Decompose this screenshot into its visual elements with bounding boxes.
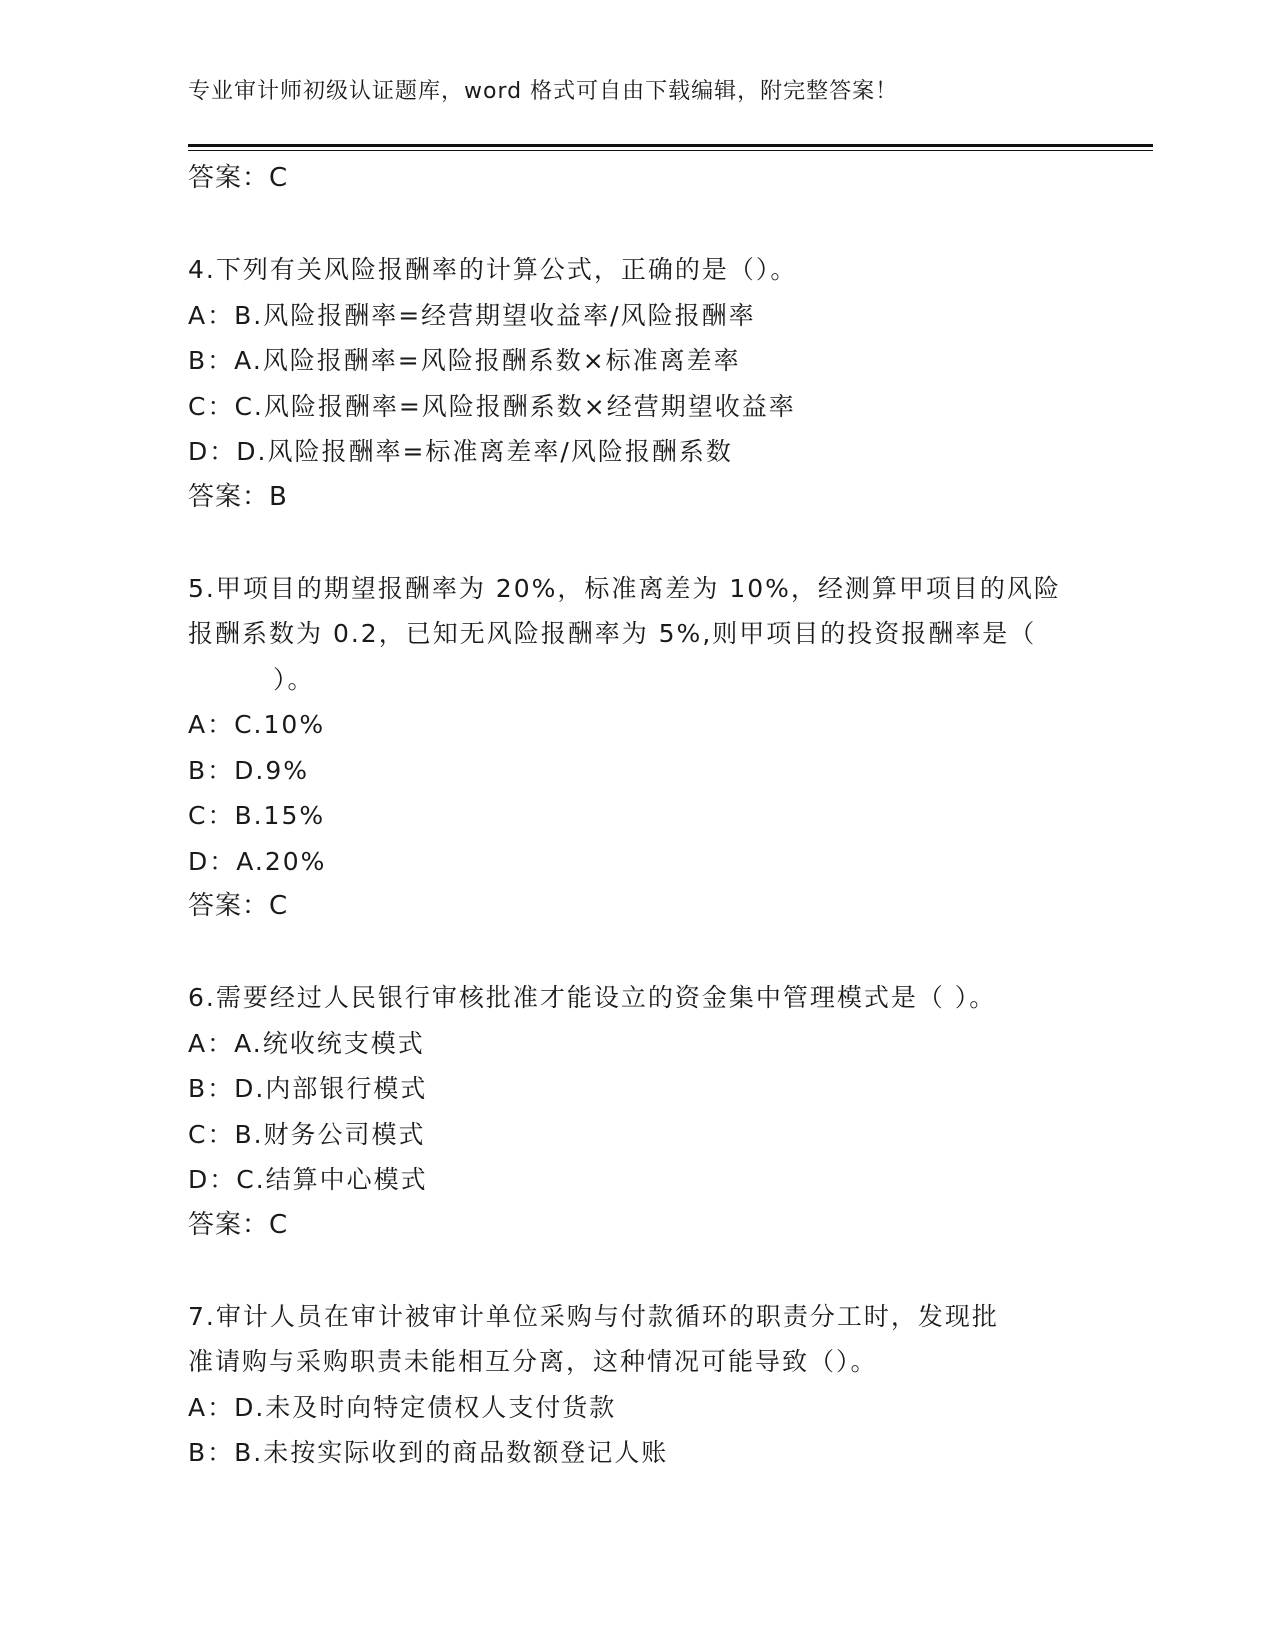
option-c: C：B.财务公司模式 [188, 1119, 426, 1149]
option-a: A：B.风险报酬率=经营期望收益率/风险报酬率 [188, 300, 756, 330]
option-d: D：C.结算中心模式 [188, 1165, 428, 1194]
question-7 [188, 1294, 1088, 1476]
header-rule-thick [188, 144, 1153, 147]
question-5 [188, 566, 1088, 930]
option-b: B：A.风险报酬率=风险报酬系数×标准离差率 [188, 346, 741, 375]
option-c: C：C.风险报酬率=风险报酬系数×经营期望收益率 [188, 391, 796, 421]
question-stem-line-1: 7.审计人员在审计被审计单位采购与付款循环的职责分工时，发现批 [188, 1301, 999, 1331]
question-answer: 答案：C [188, 891, 289, 921]
option-b: B：D.9% [188, 755, 310, 785]
question-list [188, 156, 1088, 1476]
previous-answer: 答案：C [188, 163, 289, 193]
question-stem: 4.下列有关风险报酬率的计算公式，正确的是（）。 [188, 255, 798, 284]
option-b: B：B.未按实际收到的商品数额登记人账 [188, 1438, 669, 1467]
question-4 [188, 247, 1088, 520]
question-stem-line-2: 准请购与采购职责未能相互分离，这种情况可能导致（）。 [188, 1347, 878, 1376]
question-answer: 答案：B [188, 481, 288, 512]
option-c: C：B.15% [188, 801, 326, 830]
question-stem-line-2: 报酬系数为 0.2，已知无风险报酬率为 5%,则甲项目的投资报酬率是（ [188, 619, 1037, 648]
option-d: D：D.风险报酬率=标准离差率/风险报酬系数 [188, 437, 733, 466]
question-6 [188, 975, 1088, 1248]
page-header: 专业审计师初级认证题库，word 格式可自由下载编辑，附完整答案！ [188, 79, 899, 104]
option-a: A：A.统收统支模式 [188, 1028, 425, 1058]
option-a: A：D.未及时向特定债权人支付货款 [188, 1392, 617, 1422]
option-d: D：A.20% [188, 846, 327, 876]
question-stem-line-1: 5.甲项目的期望报酬率为 20%，标准离差为 10%，经测算甲项目的风险 [188, 573, 1061, 603]
option-b: B：D.内部银行模式 [188, 1074, 428, 1103]
header-rule-thin [188, 150, 1153, 151]
question-answer: 答案：C [188, 1209, 289, 1240]
question-stem: 6.需要经过人民银行审核批准才能设立的资金集中管理模式是（ ）。 [188, 983, 997, 1012]
question-stem-line-3: ）。 [273, 664, 315, 694]
option-a: A：C.10% [188, 710, 326, 739]
